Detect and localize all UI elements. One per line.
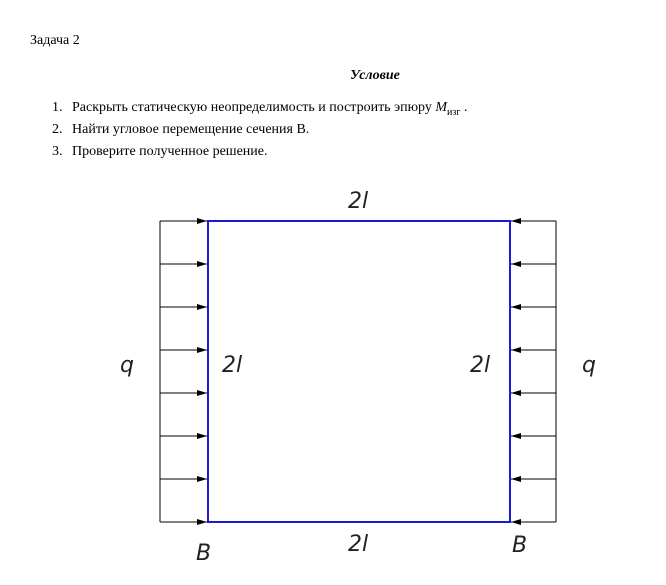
step-number: 1. <box>52 100 63 115</box>
step-number: 2. <box>52 122 63 137</box>
right-section-label: B <box>512 533 528 558</box>
left-load-arrows <box>160 221 207 522</box>
left-load-label: q <box>120 353 134 378</box>
moment-symbol: M <box>435 100 448 115</box>
bottom-length-label: 2l <box>348 532 369 557</box>
step-text-end: . <box>460 100 468 115</box>
left-length-label: 2l <box>222 353 243 378</box>
step-number: 3. <box>52 144 63 159</box>
task-title: Задача 2 <box>30 33 80 48</box>
moment-subscript: изг <box>447 106 461 118</box>
right-load-label: q <box>582 353 596 378</box>
step-text: Раскрыть статическую неопределимость и построить эпюру <box>72 100 436 115</box>
frame-rectangle <box>208 221 510 522</box>
right-load-arrows <box>511 221 556 522</box>
top-length-label: 2l <box>348 189 369 214</box>
step-text: Найти угловое перемещение сечения В. <box>72 122 310 137</box>
step-text: Проверите полученное решение. <box>72 144 268 159</box>
condition-heading: Условие <box>350 68 400 83</box>
right-length-label: 2l <box>470 353 491 378</box>
left-section-label: B <box>196 541 212 566</box>
